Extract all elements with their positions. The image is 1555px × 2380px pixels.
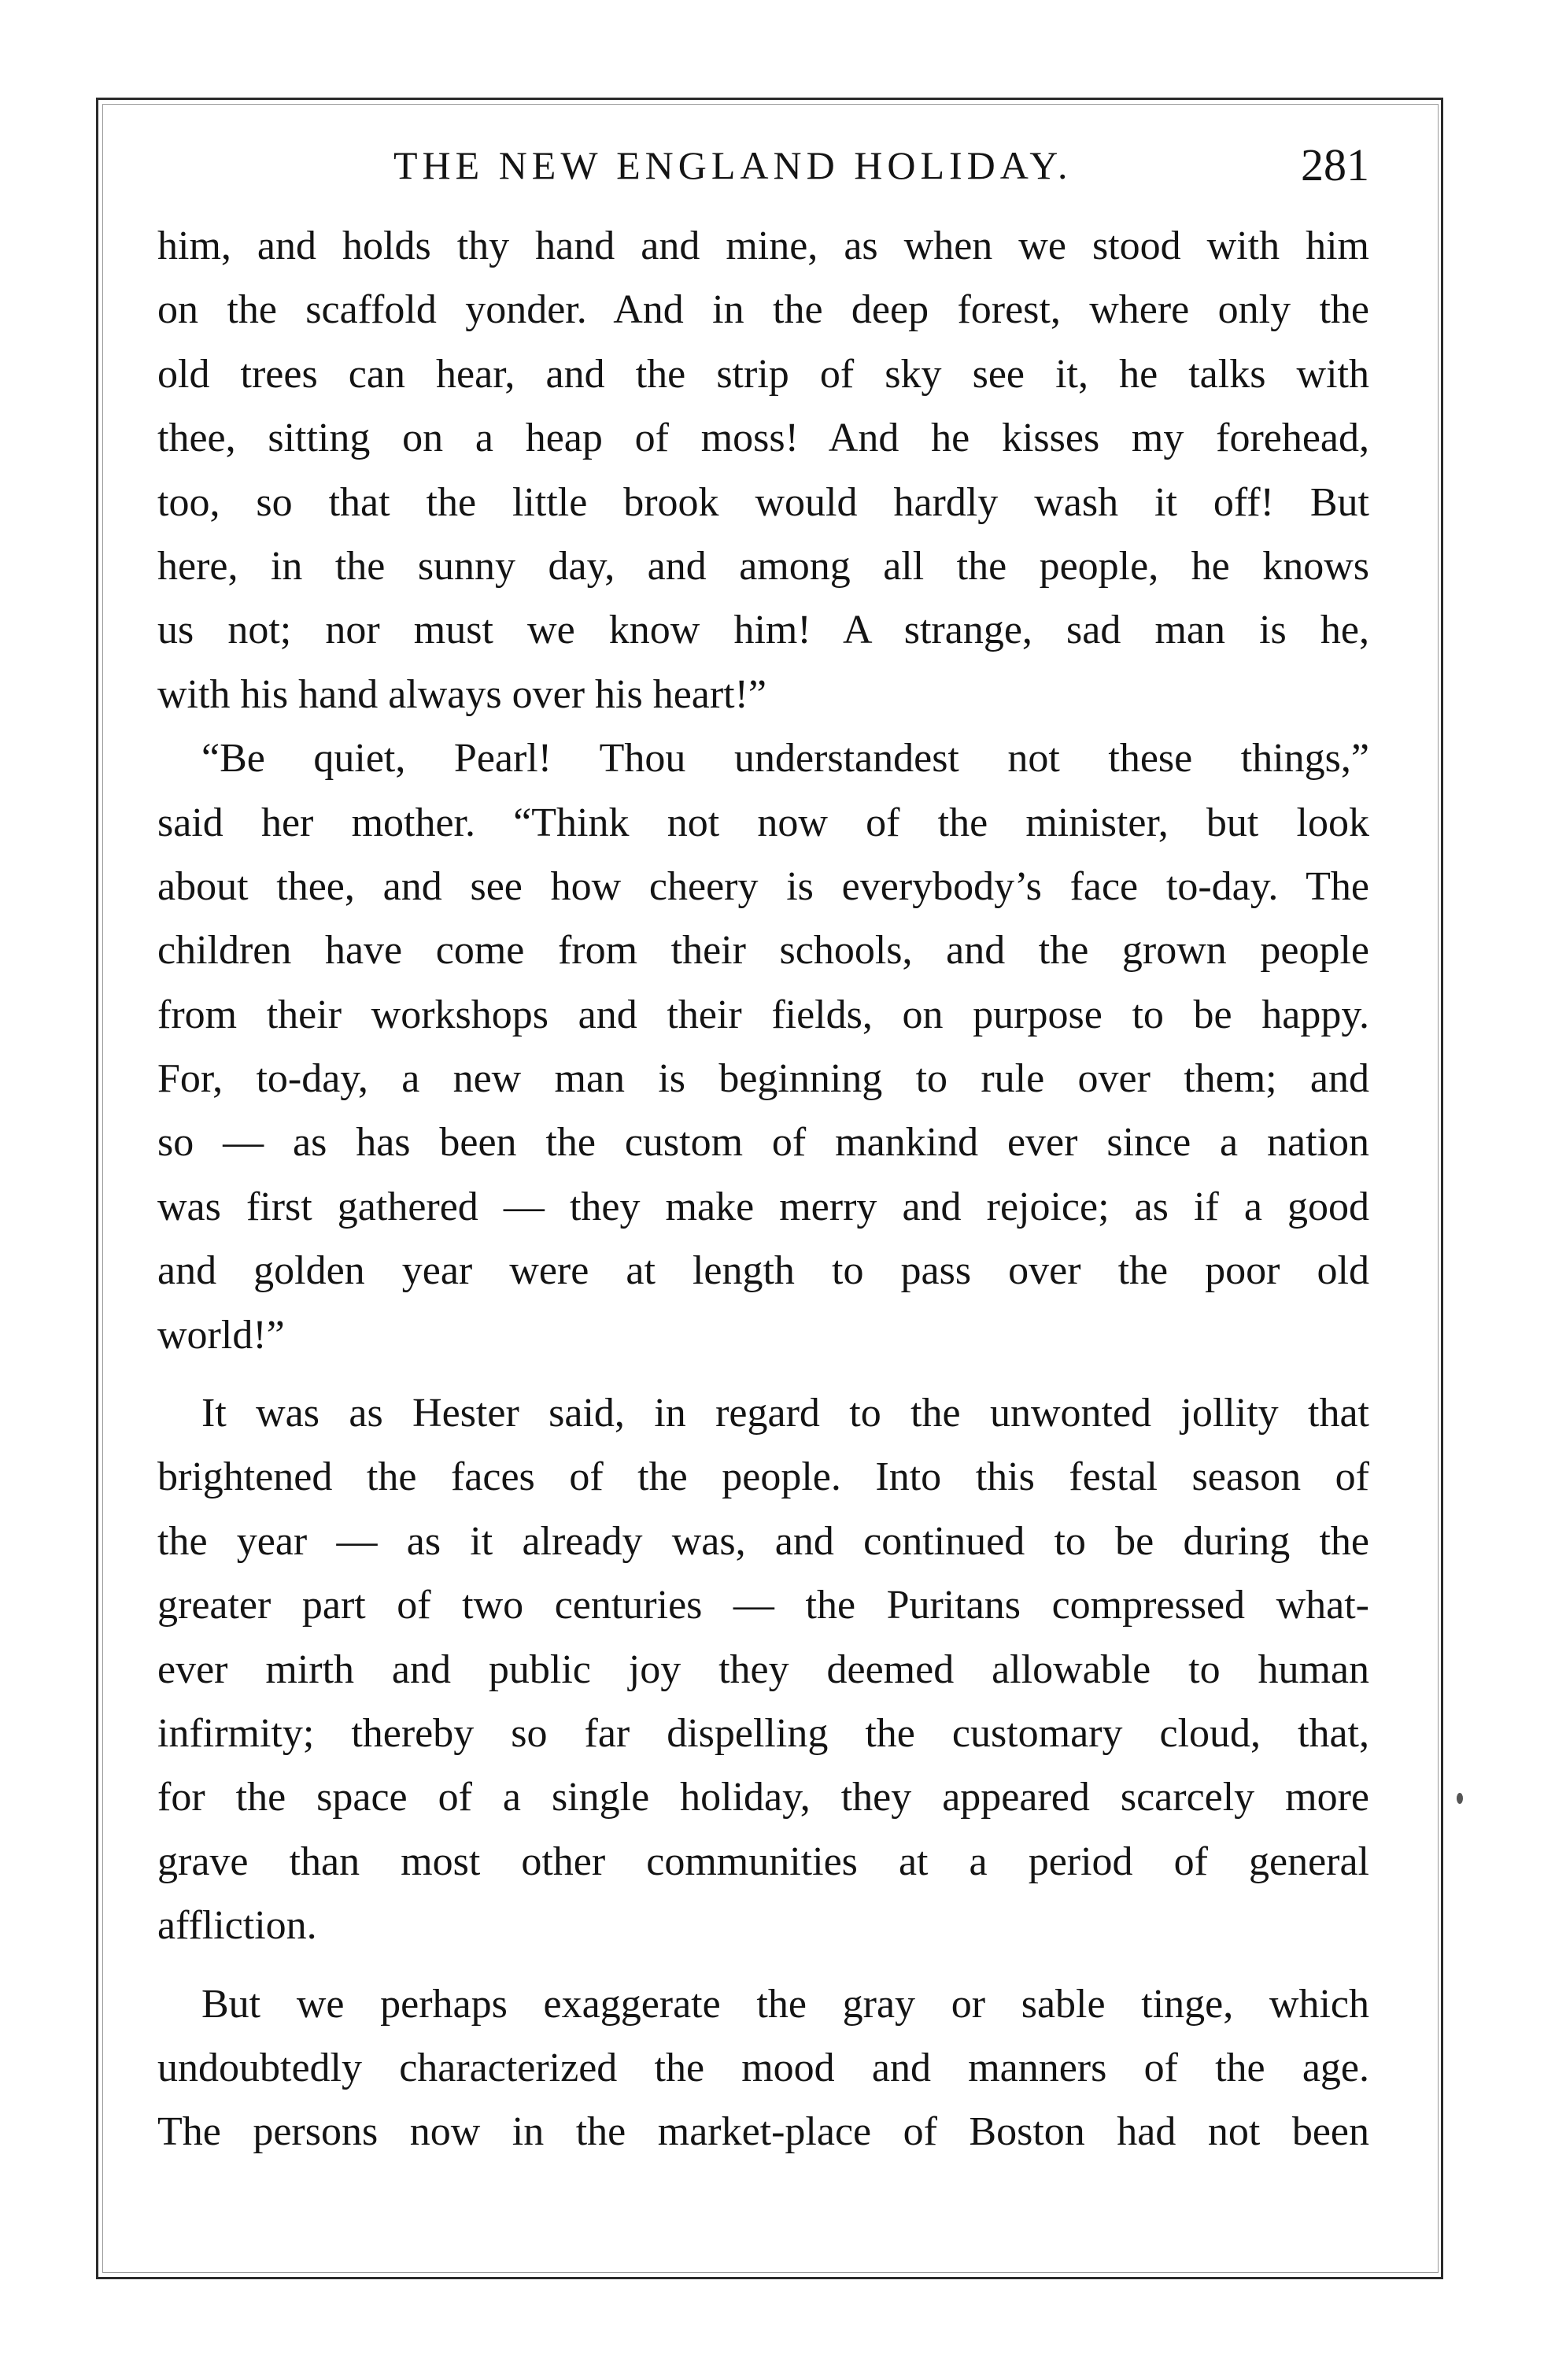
text-line: world!” [157, 1312, 285, 1358]
paragraph-2 [157, 726, 1369, 1367]
text-line: on the scaffold yonder. And in the deep forest, where only the [157, 287, 1369, 333]
page-number: 281 [1301, 139, 1369, 190]
text-line: undoubtedly characterized the mood and manners of the age. [157, 2045, 1369, 2090]
text-line: said her mother. “Think not now of the minister, but look [157, 800, 1369, 845]
text-line: grave than most other communities at a period of general [157, 1839, 1369, 1884]
paragraph-3 [157, 1381, 1369, 1958]
text-line: about thee, and see how cheery is everybody’s face to-day. The [157, 863, 1369, 909]
text-line: for the space of a single holiday, they appeared scarcely more [157, 1775, 1369, 1820]
text-line: The persons now in the market-place of Boston had not been [157, 2109, 1369, 2155]
text-line: ever mirth and public joy they deemed allowable to human [157, 1646, 1369, 1692]
text-line: and golden year were at length to pass over the poor old [157, 1248, 1369, 1294]
text-line: with his hand always over his heart!” [157, 671, 767, 717]
text-line: “Be quiet, Pearl! Thou understandest not these things,” [201, 736, 1369, 782]
running-header [157, 134, 1369, 197]
text-line: from their workshops and their fields, on purpose to be happy. [157, 992, 1369, 1037]
ink-speck [1457, 1793, 1463, 1804]
text-line: old trees can hear, and the strip of sky see it, he talks with [157, 351, 1369, 397]
text-line: was first gathered — they make merry and rejoice; as if a good [157, 1184, 1369, 1229]
running-title: THE NEW ENGLAND HOLIDAY. [393, 143, 1073, 187]
text-line: For, to-day, a new man is beginning to rule over them; and [157, 1056, 1369, 1102]
text-line: affliction. [157, 1903, 317, 1949]
text-line: him, and holds thy hand and mine, as when we stood with him [157, 224, 1369, 268]
text-line: children have come from their schools, and the grown people [157, 928, 1369, 974]
text-line: But we perhaps exaggerate the gray or sable tinge, which [201, 1981, 1369, 2027]
text-line: so — as has been the custom of mankind ever since a nation [157, 1120, 1369, 1166]
text-line: infirmity; thereby so far dispelling the customary cloud, that, [157, 1710, 1369, 1756]
text-line: thee, sitting on a heap of moss! And he kisses my forehead, [157, 416, 1369, 461]
text-line: greater part of two centuries — the Puritans compressed what- [157, 1583, 1369, 1628]
text-line: here, in the sunny day, and among all the people, he knows [157, 543, 1369, 589]
paragraph-4 [157, 1972, 1369, 2164]
body-text [157, 214, 1369, 2164]
text-line: the year — as it already was, and continued to be during the [157, 1518, 1369, 1564]
text-line: brightened the faces of the people. Into this festal season of [157, 1454, 1369, 1500]
text-line: us not; nor must we know him! A strange, sad man is he, [157, 608, 1369, 653]
text-line: too, so that the little brook would hardly wash it off! But [157, 479, 1369, 525]
text-line: It was as Hester said, in regard to the unwonted jollity that [201, 1391, 1369, 1436]
paragraph-1 [157, 214, 1369, 726]
